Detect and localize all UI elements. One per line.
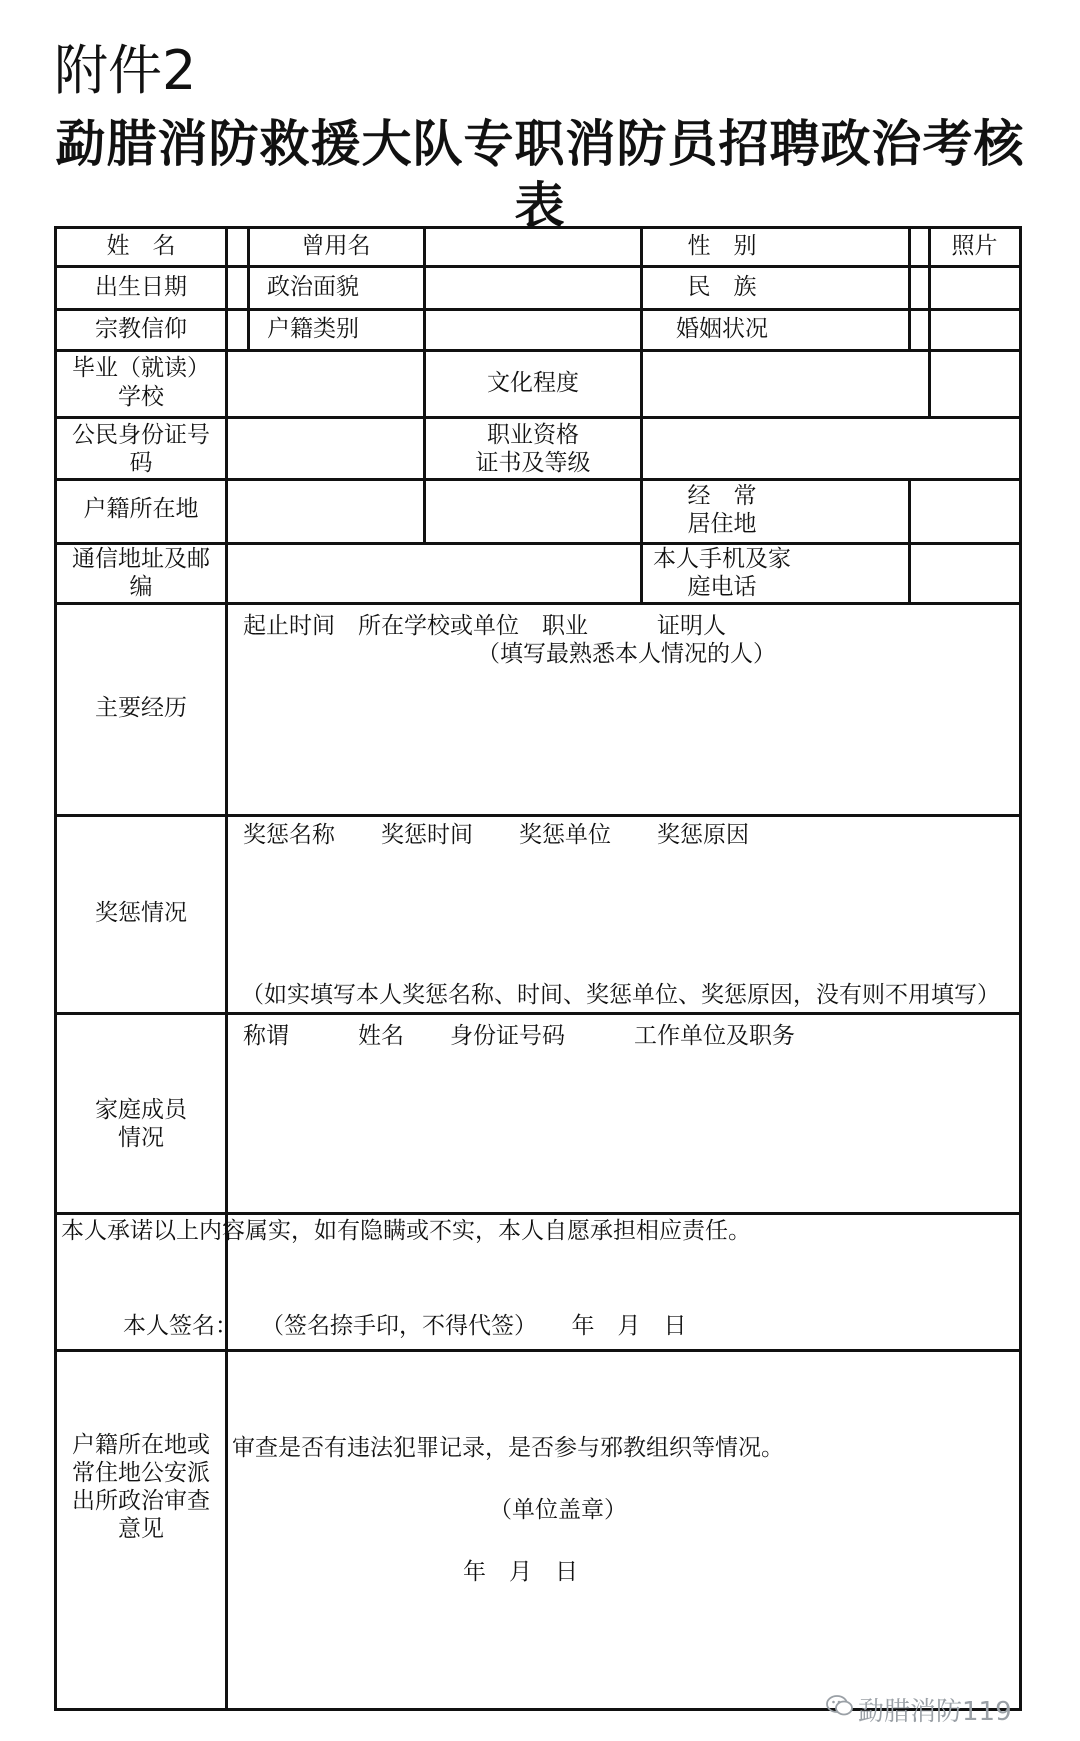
id-number-label: 公民身份证号 xyxy=(72,422,210,448)
attachment-label: 附件2 xyxy=(54,39,197,102)
school-label: 毕业（就读） xyxy=(72,355,210,381)
row-divider xyxy=(57,416,1019,419)
col-divider xyxy=(908,229,911,349)
experience-label: 主要经历 xyxy=(95,695,187,721)
row-divider xyxy=(57,1012,1019,1015)
row-divider xyxy=(57,265,1019,268)
row-divider xyxy=(57,814,1019,817)
political-status-label: 政治面貌 xyxy=(267,274,359,300)
police-label-cont: 意见 xyxy=(118,1516,164,1542)
row-divider xyxy=(57,602,1019,605)
gender-label: 性 别 xyxy=(687,233,757,259)
residence-label-cont: 居住地 xyxy=(687,511,757,537)
watermark-text: 勐腊消防119 xyxy=(858,1697,1012,1727)
wechat-icon xyxy=(826,1694,854,1718)
education-label: 文化程度 xyxy=(487,370,579,396)
review-text: 审查是否有违法犯罪记录，是否参与邪教组织等情况。 xyxy=(232,1435,784,1461)
birth-date-label: 出生日期 xyxy=(95,274,187,300)
row-divider xyxy=(57,1212,1019,1215)
row-divider xyxy=(57,478,1019,481)
col-divider xyxy=(225,229,228,1349)
rewards-label: 奖惩情况 xyxy=(95,900,187,926)
family-label-cont: 情况 xyxy=(118,1125,164,1151)
form-title-continued: 表 xyxy=(514,177,566,235)
phone-label: 本人手机及家 xyxy=(653,546,791,572)
id-number-label-cont: 码 xyxy=(129,450,153,476)
religion-label: 宗教信仰 xyxy=(95,316,187,342)
rewards-note: （如实填写本人奖惩名称、时间、奖惩单位、奖惩原因，没有则不用填写） xyxy=(241,982,1000,1008)
row-divider xyxy=(57,308,1019,311)
school-label-cont: 学校 xyxy=(118,384,164,410)
phone-label-cont: 庭电话 xyxy=(687,574,757,600)
form-title: 勐腊消防救援大队专职消防员招聘政治考核 xyxy=(55,115,1025,173)
pledge-text: 本人承诺以上内容属实，如有隐瞒或不实，本人自愿承担相应责任。 xyxy=(61,1218,751,1244)
police-label-cont: 常住地公安派 xyxy=(72,1460,210,1486)
certificate-label: 职业资格 xyxy=(487,422,579,448)
address-label: 通信地址及邮 xyxy=(72,546,210,572)
certificate-label-cont: 证书及等级 xyxy=(475,450,591,476)
family-label: 家庭成员 xyxy=(95,1097,187,1123)
address-label-cont: 编 xyxy=(129,574,153,600)
family-header: 称谓 姓名 身份证号码 工作单位及职务 xyxy=(243,1023,795,1049)
seal-text: （单位盖章） xyxy=(489,1497,627,1523)
political-review-form xyxy=(54,226,1022,1711)
experience-header: 起止时间 所在学校或单位 职业 证明人 xyxy=(243,613,726,639)
col-divider xyxy=(225,1351,228,1708)
col-divider xyxy=(908,478,911,602)
review-date: 年 月 日 xyxy=(463,1559,578,1585)
experience-note: （填写最熟悉本人情况的人） xyxy=(477,641,776,667)
photo-label: 照片 xyxy=(951,233,998,259)
marital-status-label: 婚姻状况 xyxy=(676,316,768,342)
signature-line: 本人签名： （签名捺手印，不得代签） 年 月 日 xyxy=(123,1313,687,1339)
name-label: 姓 名 xyxy=(106,233,176,259)
row-divider xyxy=(57,349,1019,352)
ethnicity-label: 民 族 xyxy=(687,274,757,300)
police-label-cont: 出所政治审查 xyxy=(72,1488,210,1514)
rewards-header: 奖惩名称 奖惩时间 奖惩单位 奖惩原因 xyxy=(243,822,749,848)
former-name-label: 曾用名 xyxy=(301,233,371,259)
household-location-label: 户籍所在地 xyxy=(83,496,199,522)
row-divider xyxy=(57,1349,1019,1352)
residence-label: 经 常 xyxy=(687,483,757,509)
police-label: 户籍所在地或 xyxy=(72,1432,210,1458)
household-type-label: 户籍类别 xyxy=(267,316,359,342)
